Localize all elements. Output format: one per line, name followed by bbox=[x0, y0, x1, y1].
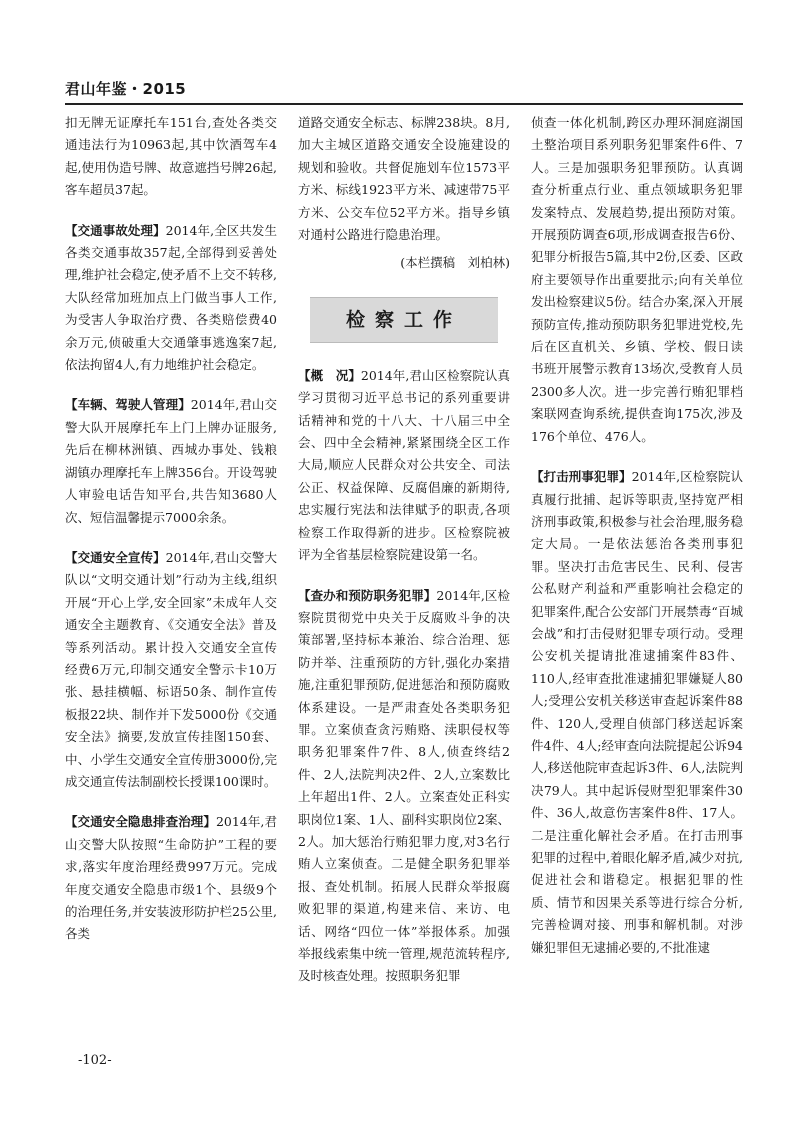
paragraph-text: 2014年,区检察院认真履行批捕、起诉等职责,坚持宽严相济刑事政策,积极参与社会治理,服务稳定大局。一是依法惩治各类刑事犯罪。坚决打击危害民生、民利、侵害公私财产利益和严重影响社会稳定的犯罪案件,配合公安部门开展禁毒“百城会战”和打击侵财犯罪专项行动。受理公安机关提请批准逮捕案件83件、110人,经审查批准逮捕犯罪嫌疑人80人;受理公安机关移送审查起诉案件88件、120人,受理自侦部门移送起诉案件4件、4人;经审查向法院提起公诉94人,移送他院审查起诉3件、6人,法院判决79人。其中起诉侵财型犯罪案件30件、36人,故意伤害案件8件、17人。二是注重化解社会矛盾。在打击刑事犯罪的过程中,着眼化解矛盾,减少对抗,促进社会和谐稳定。根据犯罪的性质、情节和因果关系等进行综合分析,完善检调对接、刑事和解机制。对涉嫌犯罪但无逮捕必要的,不批准逮 bbox=[531, 469, 743, 955]
paragraph-text: 2014年,区检察院贯彻党中央关于反腐败斗争的决策部署,坚持标本兼治、综合治理、惩防并举、注重预防的方针,强化办案措施,注重犯罪预防,促进惩治和预防腐败体系建设。一是严肃查处各类职务犯罪。立案侦查贪污贿赂、渎职侵权等职务犯罪案件7件、8人,侦查终结2件、2人,法院判决2件、2人,立案数比上年超出1件、2人。立案查处正科实职岗位1案、1人、副科实职岗位2案、2人。加大惩治行贿犯罪力度,对3名行贿人立案侦查。二是健全职务犯罪举报、查处机制。拓展人民群众举报腐败犯罪的渠道,构建来信、来访、电话、网络“四位一体”举报体系。加强举报线索集中统一管理,规范流转程序,及时核查处理。按照职务犯罪 bbox=[298, 587, 510, 984]
paragraph-text: 2014年,全区共发生各类交通事故357起,全部得到妥善处理,维护社会稳定,使矛盾不上交不转移,大队经常加班加点上门做当事人工作,为受害人争取治疗费、各类赔偿费40余万元,侦破重大交通肇事逃逸案7起,依法拘留4人,有力地维护社会稳定。 bbox=[65, 222, 277, 373]
running-header-title: 君山年鉴・2015 bbox=[65, 80, 187, 98]
paragraph-overview bbox=[298, 365, 510, 567]
paragraph-text: 2014年,君山交警大队开展摩托车上门上牌办证服务,先后在柳林洲镇、西城办事处、钱粮湖镇办理摩托车上牌356台。开设驾驶人审验电话告知平台,共告知3680人次、短信温馨提示7000余条。 bbox=[65, 397, 277, 525]
paragraph-text: 侦查一体化机制,跨区办理环洞庭湖国土整治项目系列职务犯罪案件6件、7人。三是加强职务犯罪预防。认真调查分析重点行业、重点领域职务犯罪发案特点、发展趋势,提出预防对策。开展预防调查6项,形成调查报告6份、犯罪分析报告5篇,其中2份,区委、区政府主要领导作出重要批示;向有关单位发出检察建议5份。结合办案,深入开展预防宣传,推动预防职务犯罪进党校,先后在区直机关、乡镇、学校、假日读书班开展警示教育13场次,受教育人员2300多人次。进一步完善行贿犯罪档案联网查询系统,提供查询175次,涉及176个单位、476人。 bbox=[531, 115, 743, 444]
paragraph-safety-promotion bbox=[65, 547, 277, 793]
paragraph-text: 2014年,君山区检察院认真学习贯彻习近平总书记的系列重要讲话精神和党的十八大、十八届三中全会、四中全会精神,紧紧围绕全区工作大局,顺应人民群众对公共安全、司法公正、权益保障、反腐倡廉的新期待,忠实履行宪法和法律赋予的职责,各项检察工作取得新的进步。区检察院被评为全省基层检察院建设第一名。 bbox=[298, 367, 510, 563]
paragraph-continued bbox=[298, 112, 510, 246]
header-rule bbox=[65, 103, 743, 105]
paragraph-criminal-crime bbox=[531, 466, 743, 959]
page-number: -102- bbox=[78, 1053, 112, 1068]
section-heading: 【车辆、驾驶人管理】 bbox=[65, 397, 191, 413]
paragraph-duty-crime bbox=[298, 585, 510, 988]
paragraph-text: 2014年,君山交警大队以“文明交通计划”行动为主线,组织开展“开心上学,安全回家”未成年人交通安全主题教育、《交通安全法》普及等系列活动。累计投入交通安全宣传经费6万元,印制交通安全警示卡10万张、悬挂横幅、标语50条、制作宣传板报22块、制作并下发5000份《交通安全法》摘要,发放宣传挂图150套、中、小学生交通安全宣传册3000份,完成交通宣传法制副校长授课100课时。 bbox=[65, 549, 277, 789]
paragraph-vehicle-driver bbox=[65, 394, 277, 528]
paragraph-continued bbox=[65, 112, 277, 202]
paragraph-hazard-treatment bbox=[65, 811, 277, 945]
paragraph-text: 道路交通安全标志、标牌238块。8月,加大主城区道路交通安全设施建设的规划和验收。共督促施划车位1573平方米、标线1923平方米、减速带75平方米、公交车位52平方米。指导乡镇对通村公路进行隐患治理。 bbox=[298, 115, 510, 243]
paragraph-continued bbox=[531, 112, 743, 448]
paragraph-traffic-accident bbox=[65, 220, 277, 377]
section-heading: 【交通事故处理】 bbox=[65, 222, 166, 238]
column-2 bbox=[298, 112, 510, 1006]
section-heading: 【查办和预防职务犯罪】 bbox=[298, 587, 437, 603]
paragraph-text: 扣无牌无证摩托车151台,查处各类交通违法行为10963起,其中饮酒驾车4起,使用伪造号牌、故意遮挡号牌26起,客车超员37起。 bbox=[65, 115, 277, 198]
section-heading: 【打击刑事犯罪】 bbox=[531, 469, 632, 485]
column-1 bbox=[65, 112, 277, 964]
column-3 bbox=[531, 112, 743, 977]
paragraph-text: 2014年,君山交警大队按照“生命防护”工程的要求,落实年度治理经费997万元。完成年度交通安全隐患市级1个、县级9个的治理任务,并安装波形防护栏25公里,各类 bbox=[65, 814, 277, 942]
section-banner-procuratorate: 检察工作 bbox=[310, 297, 498, 343]
section-heading: 【概 况】 bbox=[298, 367, 361, 383]
section-heading: 【交通安全隐患排查治理】 bbox=[65, 814, 216, 830]
author-credit: (本栏撰稿 刘柏林) bbox=[400, 255, 510, 271]
section-heading: 【交通安全宣传】 bbox=[65, 549, 166, 565]
